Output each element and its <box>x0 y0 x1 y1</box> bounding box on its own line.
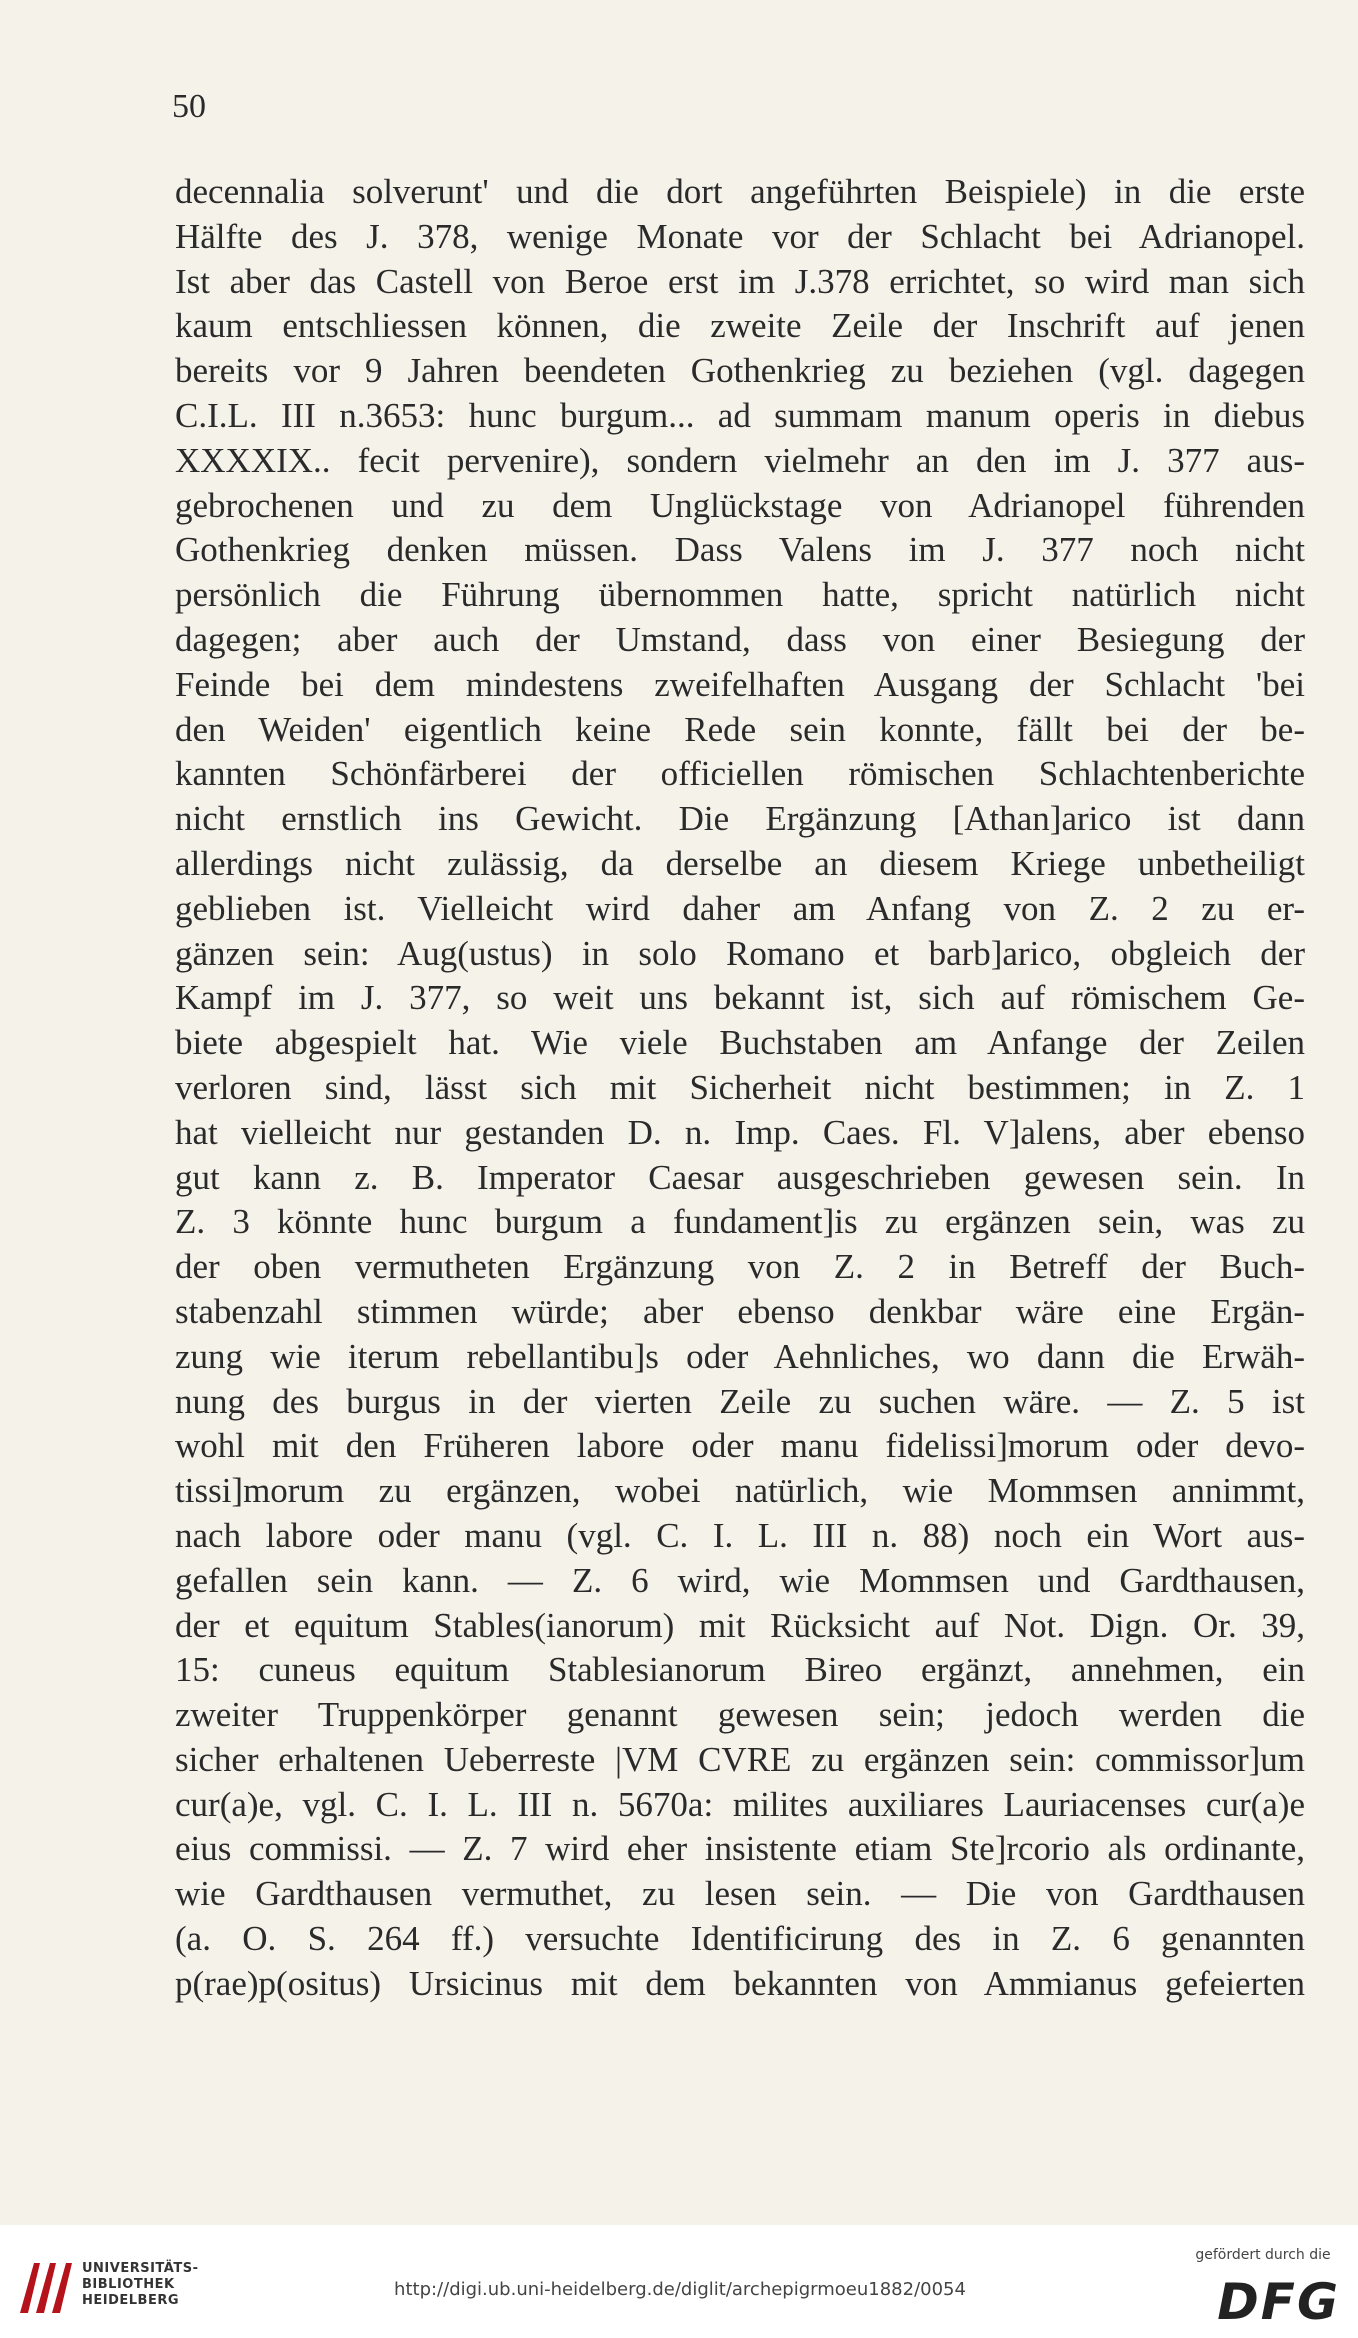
text-line: decennalia solverunt' und die dort angeführten Beispiele) in die erste <box>175 172 1305 211</box>
text-line: kaum entschliessen können, die zweite Zeile der Inschrift auf jenen <box>175 306 1305 346</box>
text-line: Kampf im J. 377, so weit uns bekannt ist, sich auf römischem Ge- <box>175 978 1305 1018</box>
text-line: wohl mit den Früheren labore oder manu fidelissi]morum oder devo- <box>175 1426 1305 1466</box>
text-line: p(rae)p(ositus) Ursicinus mit dem bekannten von Ammianus gefeierten <box>175 1963 1305 2003</box>
text-line: allerdings nicht zulässig, da derselbe an diesem Kriege unbetheiligt <box>175 843 1305 883</box>
text-line: nung des burgus in der vierten Zeile zu suchen wäre. — Z. 5 ist <box>175 1381 1305 1421</box>
text-line: (a. O. S. 264 ff.) versuchte Identificirung des in Z. 6 genannten <box>175 1919 1305 1959</box>
text-line: zweiter Truppenkörper genannt gewesen sein; jedoch werden die <box>175 1695 1305 1735</box>
text-line: XXXXIX.. fecit pervenire), sondern vielmehr an den im J. 377 aus- <box>175 440 1305 480</box>
text-line: stabenzahl stimmen würde; aber ebenso denkbar wäre eine Ergän- <box>175 1291 1305 1331</box>
footer <box>0 2225 1358 2338</box>
text-line: gut kann z. B. Imperator Caesar ausgeschrieben gewesen sein. In <box>175 1157 1305 1197</box>
library-name <box>82 2261 198 2309</box>
text-line: Feinde bei dem mindestens zweifelhaften Ausgang der Schlacht 'bei <box>175 664 1305 704</box>
text-line: wie Gardthausen vermuthet, zu lesen sein. — Die von Gardthausen <box>175 1874 1305 1914</box>
text-line: Z. 3 könnte hunc burgum a fundament]is zu ergänzen sein, was zu <box>175 1202 1305 1242</box>
text-line: kannten Schönfärberei der officiellen römischen Schlachtenberichte <box>175 754 1305 794</box>
text-line: biete abgespielt hat. Wie viele Buchstaben am Anfange der Zeilen <box>175 1023 1305 1063</box>
text-line: der oben vermutheten Ergänzung von Z. 2 in Betreff der Buch- <box>175 1247 1305 1287</box>
dfg-logo: DFG <box>1217 2273 1340 2331</box>
text-line: Gothenkrieg denken müssen. Dass Valens im J. 377 noch nicht <box>175 530 1305 570</box>
text-line: nicht ernstlich ins Gewicht. Die Ergänzung [Athan]arico ist dann <box>175 799 1305 839</box>
source-url-link[interactable]: http://digi.ub.uni-heidelberg.de/diglit/archepigrmoeu1882/0054 <box>394 2279 966 2300</box>
text-line: sicher erhaltenen Ueberreste |VM CVRE zu ergänzen sein: commissor]um <box>175 1739 1305 1779</box>
text-line: Ist aber das Castell von Beroe erst im J.378 errichtet, so wird man sich <box>175 261 1305 301</box>
library-line: BIBLIOTHEK <box>82 2277 175 2292</box>
text-line: eius commissi. — Z. 7 wird eher insistente etiam Ste]rcorio als ordinante, <box>175 1829 1305 1869</box>
university-library-logo-icon <box>14 2255 76 2319</box>
library-line: UNIVERSITÄTS- <box>82 2261 199 2276</box>
funded-by-label: gefördert durch die <box>1195 2247 1331 2263</box>
text-line: verloren sind, lässt sich mit Sicherheit nicht bestimmen; in Z. 1 <box>175 1067 1305 1107</box>
text-line: 15: cuneus equitum Stablesianorum Bireo ergänzt, annehmen, ein <box>175 1650 1305 1690</box>
text-line: nach labore oder manu (vgl. C. I. L. III n. 88) noch ein Wort aus- <box>175 1515 1305 1555</box>
text-line: geblieben ist. Vielleicht wird daher am Anfang von Z. 2 zu er- <box>175 888 1305 928</box>
text-line: C.I.L. III n.3653: hunc burgum... ad summam manum operis in diebus <box>175 395 1305 435</box>
library-line: HEIDELBERG <box>82 2293 180 2308</box>
text-line: bereits vor 9 Jahren beendeten Gothenkrieg zu beziehen (vgl. dagegen <box>175 351 1305 391</box>
text-line: dagegen; aber auch der Umstand, dass von einer Besiegung der <box>175 619 1305 659</box>
text-line: persönlich die Führung übernommen hatte, spricht natürlich nicht <box>175 575 1305 615</box>
text-line: cur(a)e, vgl. C. I. L. III n. 5670a: milites auxiliares Lauriacenses cur(a)e <box>175 1784 1305 1824</box>
text-line: zung wie iterum rebellantibu]s oder Aehnliches, wo dann die Erwäh- <box>175 1336 1305 1376</box>
text-line: den Weiden' eigentlich keine Rede sein konnte, fällt bei der be- <box>175 709 1305 749</box>
text-line: gefallen sein kann. — Z. 6 wird, wie Mommsen und Gardthausen, <box>175 1560 1305 1600</box>
text-line: gebrochenen und zu dem Unglückstage von Adrianopel führenden <box>175 485 1305 525</box>
text-line: tissi]morum zu ergänzen, wobei natürlich, wie Mommsen annimmt, <box>175 1471 1305 1511</box>
page-number: 50 <box>172 88 206 125</box>
body-text <box>175 170 1305 2007</box>
text-line: hat vielleicht nur gestanden D. n. Imp. Caes. Fl. V]alens, aber ebenso <box>175 1112 1305 1152</box>
text-line: der et equitum Stables(ianorum) mit Rücksicht auf Not. Dign. Or. 39, <box>175 1605 1305 1645</box>
text-line: Hälfte des J. 378, wenige Monate vor der Schlacht bei Adrianopel. <box>175 216 1305 256</box>
text-line: gänzen sein: Aug(ustus) in solo Romano et barb]arico, obgleich der <box>175 933 1305 973</box>
